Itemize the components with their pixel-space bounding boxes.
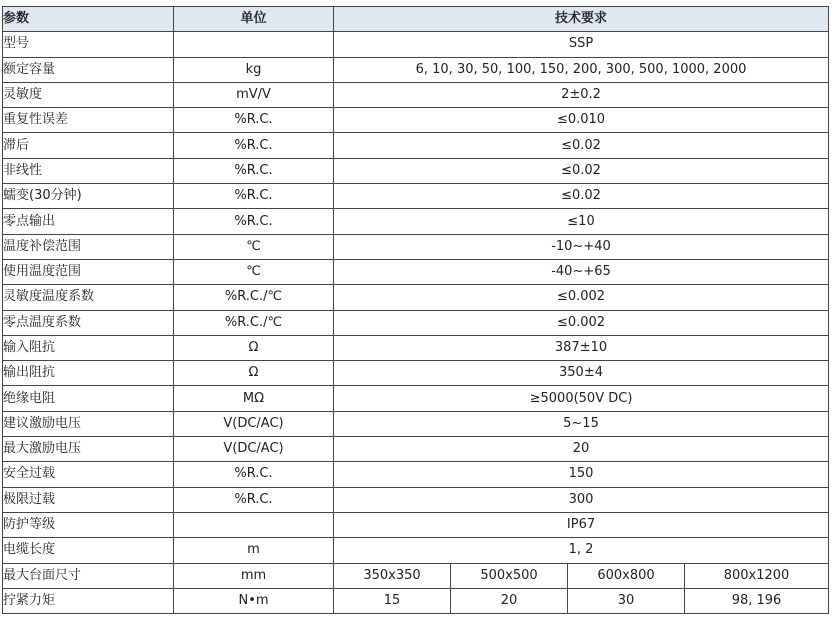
param-unit: %R.C. (174, 487, 334, 512)
param-value: ≤0.02 (334, 133, 829, 158)
param-unit: mV/V (174, 82, 334, 107)
param-name: 零点输出 (3, 209, 174, 234)
param-unit: %R.C. (174, 209, 334, 234)
param-name: 型号 (3, 32, 174, 57)
param-value: 150 (334, 462, 829, 487)
param-unit (174, 512, 334, 537)
param-unit: ℃ (174, 259, 334, 284)
header-row (3, 7, 829, 32)
param-value: ≤0.010 (334, 108, 829, 133)
param-unit: mm (174, 563, 334, 588)
param-name: 温度补偿范围 (3, 234, 174, 259)
param-value: 20 (334, 437, 829, 462)
table-row (3, 462, 829, 487)
param-value: ≤0.02 (334, 158, 829, 183)
table-row (3, 285, 829, 310)
param-name: 灵敏度温度系数 (3, 285, 174, 310)
spec-body (3, 32, 829, 614)
param-name: 防护等级 (3, 512, 174, 537)
param-unit: %R.C. (174, 462, 334, 487)
param-value: 2±0.2 (334, 82, 829, 107)
table-row (3, 487, 829, 512)
param-value-cell: 98, 196 (685, 588, 829, 613)
param-value: IP67 (334, 512, 829, 537)
param-unit: kg (174, 57, 334, 82)
param-name: 蠕变(30分钟) (3, 184, 174, 209)
param-value-cell: 20 (451, 588, 568, 613)
param-value: 387±10 (334, 335, 829, 360)
param-name: 绝缘电阻 (3, 386, 174, 411)
param-value-cell: 500x500 (451, 563, 568, 588)
param-value-cell: 15 (334, 588, 451, 613)
table-row (3, 57, 829, 82)
param-name: 输入阻抗 (3, 335, 174, 360)
param-unit: %R.C. (174, 133, 334, 158)
table-row (3, 133, 829, 158)
param-name: 输出阻抗 (3, 361, 174, 386)
param-name: 使用温度范围 (3, 259, 174, 284)
table-row (3, 386, 829, 411)
param-name: 零点温度系数 (3, 310, 174, 335)
table-row-split (3, 588, 829, 613)
param-value: ≥5000(50V DC) (334, 386, 829, 411)
table-row (3, 32, 829, 57)
param-name: 滞后 (3, 133, 174, 158)
param-unit: MΩ (174, 386, 334, 411)
param-value: 1, 2 (334, 538, 829, 563)
table-row (3, 335, 829, 360)
param-unit: m (174, 538, 334, 563)
table-row (3, 234, 829, 259)
param-name: 建议激励电压 (3, 411, 174, 436)
param-name: 非线性 (3, 158, 174, 183)
table-row (3, 437, 829, 462)
param-value: 350±4 (334, 361, 829, 386)
param-unit (174, 32, 334, 57)
table-row (3, 310, 829, 335)
header-requirement: 技术要求 (334, 7, 829, 32)
table-row (3, 184, 829, 209)
table-row (3, 158, 829, 183)
param-unit: %R.C./℃ (174, 285, 334, 310)
param-name: 额定容量 (3, 57, 174, 82)
param-value: 6, 10, 30, 50, 100, 150, 200, 300, 500, 1000, 2000 (334, 57, 829, 82)
param-unit: N•m (174, 588, 334, 613)
table-row (3, 411, 829, 436)
param-name: 重复性误差 (3, 108, 174, 133)
param-unit: %R.C./℃ (174, 310, 334, 335)
table-row (3, 259, 829, 284)
param-value-cell: 30 (568, 588, 685, 613)
table-row (3, 512, 829, 537)
param-unit: V(DC/AC) (174, 437, 334, 462)
param-unit: Ω (174, 361, 334, 386)
param-value: SSP (334, 32, 829, 57)
param-value: -40~+65 (334, 259, 829, 284)
table-row (3, 82, 829, 107)
param-value: 5~15 (334, 411, 829, 436)
param-value-cell: 800x1200 (685, 563, 829, 588)
header-unit: 单位 (174, 7, 334, 32)
param-unit: %R.C. (174, 184, 334, 209)
param-name: 极限过载 (3, 487, 174, 512)
param-unit: V(DC/AC) (174, 411, 334, 436)
param-unit: %R.C. (174, 158, 334, 183)
param-value: ≤0.02 (334, 184, 829, 209)
param-name: 最大台面尺寸 (3, 563, 174, 588)
table-row (3, 538, 829, 563)
param-value: ≤0.002 (334, 310, 829, 335)
spec-table (2, 6, 829, 614)
param-name: 拧紧力矩 (3, 588, 174, 613)
param-unit: Ω (174, 335, 334, 360)
param-name: 灵敏度 (3, 82, 174, 107)
param-name: 安全过载 (3, 462, 174, 487)
param-value: 300 (334, 487, 829, 512)
table-row (3, 108, 829, 133)
param-value: -10~+40 (334, 234, 829, 259)
param-name: 最大激励电压 (3, 437, 174, 462)
param-unit: %R.C. (174, 108, 334, 133)
header-param: 参数 (3, 7, 174, 32)
param-unit: ℃ (174, 234, 334, 259)
param-value-cell: 600x800 (568, 563, 685, 588)
param-name: 电缆长度 (3, 538, 174, 563)
table-row (3, 209, 829, 234)
param-value: ≤0.002 (334, 285, 829, 310)
param-value: ≤10 (334, 209, 829, 234)
param-value-cell: 350x350 (334, 563, 451, 588)
table-row (3, 361, 829, 386)
table-row-split (3, 563, 829, 588)
